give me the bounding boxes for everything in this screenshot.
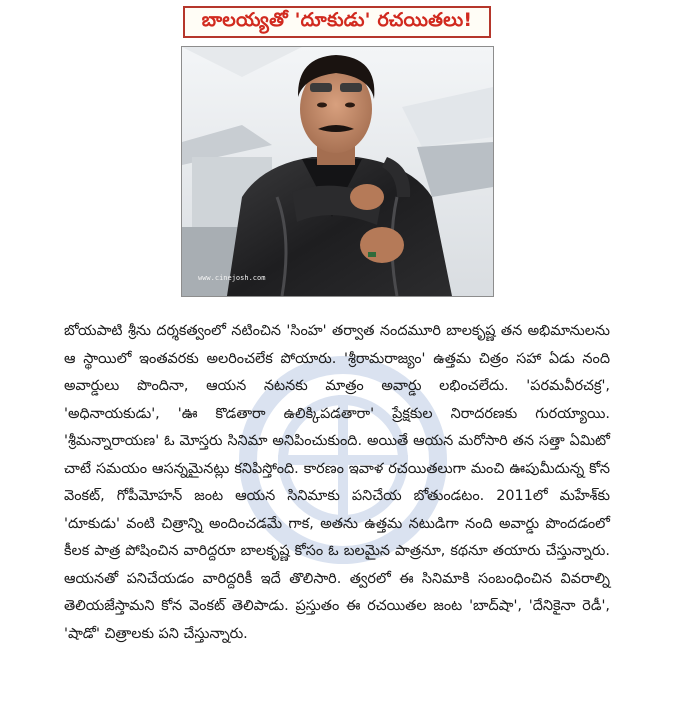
headline: బాలయ్యతో 'దూకుడు' రచయితలు! xyxy=(201,8,473,31)
photo-watermark: www.cinejosh.com xyxy=(198,274,266,282)
article-photo xyxy=(181,46,494,297)
headline-box xyxy=(183,6,491,38)
photo-illustration xyxy=(182,47,493,296)
article-body: బోయపాటి శ్రీను దర్శకత్వంలో నటించిన 'సింహ' తర్వాత నందమూరి బాలకృష్ణ తన అభిమానులను ఆ స్థాయిలో ఇంతవరకు అలరించలేక పోయారు. 'శ్రీరామరాజ్యం' ఉత్తమ చిత్రం సహా ఏడు నంది అవార్డులు పొందినా, ఆయన నటనకు మాత్రం అవార్డు లభించలేదు. 'పరమవీరచక్ర', 'అధినాయకుడు', 'ఊ కొడతారా ఉలిక్కిపడతారా' ప్రేక్షకుల నిరాదరణకు గురయ్యాయి. 'శ్రీమన్నారాయణ' ఓ మోస్తరు సినిమా అనిపించుకుంది. అయితే ఆయన మరోసారి తన సత్తా ఏమిటో చాటే సమయం ఆసన్నమైనట్లు కనిపిస్తోంది. కారణం ఇవాళ రచయితలుగా మంచి ఊపుమీదున్న కోన వెంకట్, గోపీమోహన్ జంట ఆయన సినిమాకు పనిచేయ బోతుండటం. 2011లో మహేశ్‌కు 'దూకుడు' వంటి చిత్రాన్ని అందించడమే గాక, అతను ఉత్తమ నటుడిగా నంది అవార్డు పొందడంలో కీలక పాత్ర పోషించిన వారిద్దరూ బాలకృష్ణ కోసం ఓ బలమైన పాత్రనూ, కథనూ తయారు చేస్తున్నారు. ఆయనతో పనిచేయడం వారిద్దరికీ ఇదే తొలిసారి. త్వరలో ఈ సినిమాకి సంబంధించిన వివరాల్ని తెలియజేస్తామని కోన వెంకట్ తెలిపాడు. ప్రస్తుతం ఈ రచయితల జంట 'బాద్‌షా', 'దేనికైనా రెడీ', 'షాడో' చిత్రాలకు పని చేస్తున్నారు. xyxy=(64,323,610,642)
